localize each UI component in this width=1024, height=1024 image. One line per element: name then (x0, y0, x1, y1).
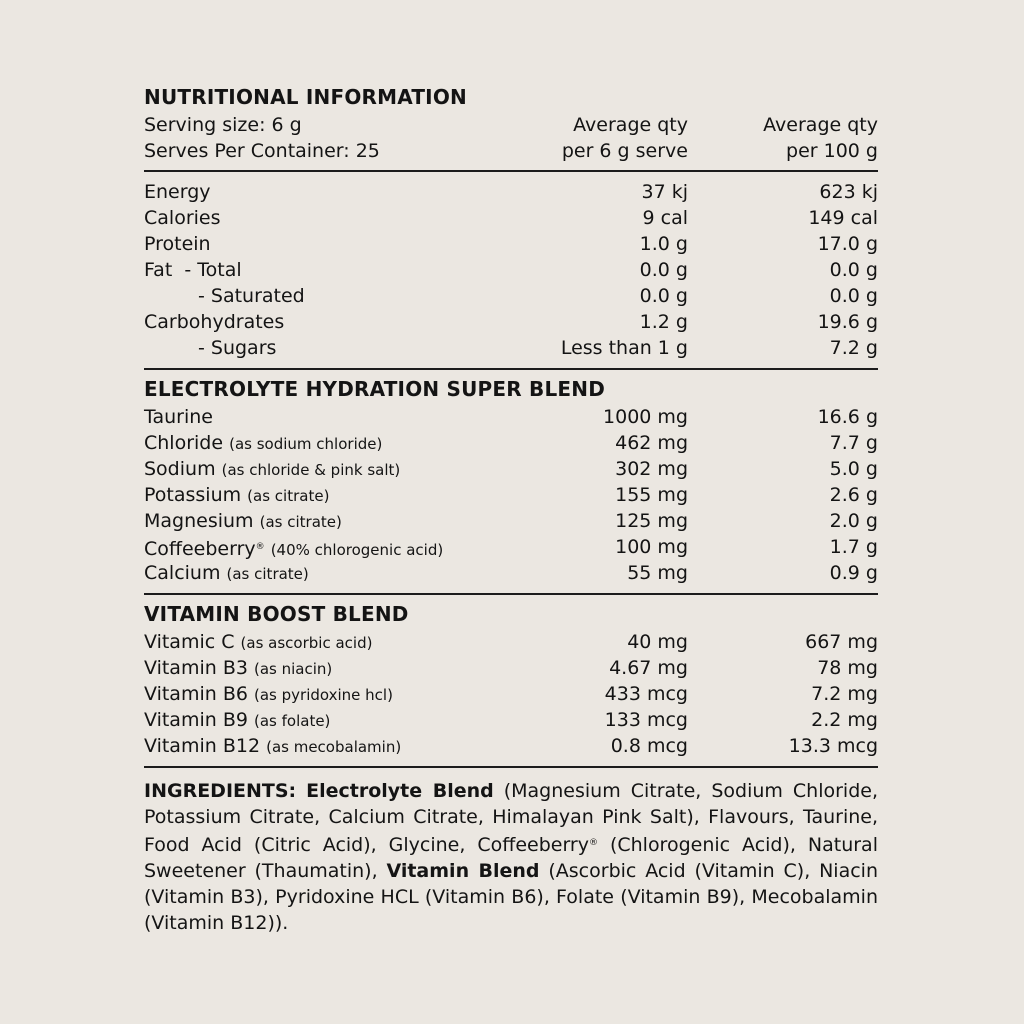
divider (144, 593, 878, 595)
nutrient-name: Calories (144, 207, 221, 229)
electrolyte-blend-text-2: (Chlorogenic Acid), Natural Sweetener (Thaumatin), (144, 834, 878, 882)
nutrition-row (144, 335, 878, 361)
header-row-2 (144, 138, 878, 164)
nutrient-per-100g: 7.2 g (829, 337, 878, 359)
nutrient-per-100g: 19.6 g (817, 311, 878, 333)
ingredient-note: (as citrate) (226, 565, 309, 583)
registered-mark: ® (255, 542, 265, 552)
electrolyte-row (144, 534, 878, 560)
vitamin-name: Vitamin B3 (144, 657, 248, 679)
col3-header-line2: per 100 g (786, 140, 878, 162)
vitamin-per-100g: 7.2 mg (811, 683, 878, 705)
ingredient-note: (as citrate) (247, 487, 330, 505)
ingredient-per-serve: 302 mg (615, 458, 688, 480)
ingredient-per-100g: 2.0 g (829, 510, 878, 532)
ingredients-paragraph (144, 778, 878, 936)
nutrition-row (144, 309, 878, 335)
nutrient-per-serve: 37 kj (641, 181, 688, 203)
vitamin-blend-text: (Ascorbic Acid (Vitamin C), Niacin (Vitamin B3), Pyridoxine HCL (Vitamin B6), Folate (Vitamin B9), Mecobalamin (Vitamin B12)). (144, 860, 878, 934)
vitamin-row (144, 733, 878, 759)
ingredient-name: Sodium (144, 458, 216, 480)
divider (144, 368, 878, 370)
nutrient-per-serve: 0.0 g (639, 285, 688, 307)
serving-size: Serving size: 6 g (144, 114, 302, 136)
vitamin-per-serve: 133 mcg (604, 709, 688, 731)
vitamin-per-100g: 2.2 mg (811, 709, 878, 731)
vitamin-name: Vitamin B6 (144, 683, 248, 705)
nutrient-per-serve: 1.2 g (639, 311, 688, 333)
vitamin-per-100g: 13.3 mcg (788, 735, 878, 757)
vitamin-note: (as folate) (254, 712, 331, 730)
vitamin-note: (as mecobalamin) (266, 738, 402, 756)
nutrient-name: - Sugars (198, 337, 277, 359)
ingredient-name: Calcium (144, 562, 221, 584)
nutrition-row (144, 205, 878, 231)
vitamin-per-100g: 78 mg (817, 657, 878, 679)
header-row-1 (144, 112, 878, 138)
vitamin-per-serve: 4.67 mg (609, 657, 688, 679)
vitamin-row (144, 629, 878, 655)
col2-header-line2: per 6 g serve (561, 140, 688, 162)
nutrient-per-100g: 149 cal (808, 207, 878, 229)
electrolyte-row (144, 560, 878, 586)
col3-header-line1: Average qty (763, 114, 878, 136)
nutrient-per-serve: 1.0 g (639, 233, 688, 255)
nutrient-per-100g: 0.0 g (829, 259, 878, 281)
ingredient-per-100g: 16.6 g (817, 406, 878, 428)
ingredient-note: (as citrate) (259, 513, 342, 531)
vitamin-per-serve: 40 mg (627, 631, 688, 653)
ingredient-name: Magnesium (144, 510, 254, 532)
ingredient-note: (as chloride & pink salt) (221, 461, 401, 479)
divider (144, 766, 878, 768)
ingredient-per-100g: 5.0 g (829, 458, 878, 480)
electrolyte-row (144, 430, 878, 456)
col2-header-line1: Average qty (573, 114, 688, 136)
vitamin-name: Vitamic C (144, 631, 235, 653)
nutrient-name: - Saturated (198, 285, 305, 307)
vitamin-name: Vitamin B12 (144, 735, 261, 757)
vitamin-row (144, 681, 878, 707)
ingredient-per-serve: 125 mg (615, 510, 688, 532)
vitamin-note: (as ascorbic acid) (240, 634, 373, 652)
nutrition-row (144, 179, 878, 205)
ingredient-per-serve: 1000 mg (603, 406, 688, 428)
ingredient-per-100g: 7.7 g (829, 432, 878, 454)
vitamin-note: (as pyridoxine hcl) (254, 686, 393, 704)
ingredient-per-serve: 100 mg (615, 536, 688, 558)
electrolyte-blend-label: Electrolyte Blend (306, 780, 494, 802)
ingredient-name: Taurine (144, 406, 213, 428)
vitamin-note: (as niacin) (254, 660, 333, 678)
ingredient-per-serve: 55 mg (627, 562, 688, 584)
nutrition-row (144, 257, 878, 283)
vitamin-row (144, 655, 878, 681)
ingredient-name: Coffeeberry (144, 538, 256, 560)
ingredient-name: Potassium (144, 484, 242, 506)
nutrient-per-100g: 623 kj (819, 181, 878, 203)
nutrition-row (144, 283, 878, 309)
vitamin-blend-label: Vitamin Blend (386, 860, 540, 882)
vitamin-section-title: VITAMIN BOOST BLEND (144, 602, 409, 626)
vitamin-per-serve: 433 mcg (604, 683, 688, 705)
vitamin-per-100g: 667 mg (805, 631, 878, 653)
vitamin-name: Vitamin B9 (144, 709, 248, 731)
ingredient-per-100g: 0.9 g (829, 562, 878, 584)
nutrient-per-serve: Less than 1 g (560, 337, 688, 359)
ingredient-per-serve: 155 mg (615, 484, 688, 506)
nutrition-row (144, 231, 878, 257)
nutrient-per-100g: 0.0 g (829, 285, 878, 307)
panel-title: NUTRITIONAL INFORMATION (144, 85, 467, 109)
nutrient-name: Energy (144, 181, 211, 203)
nutrient-per-100g: 17.0 g (817, 233, 878, 255)
nutrient-per-serve: 0.0 g (639, 259, 688, 281)
nutrient-per-serve: 9 cal (642, 207, 688, 229)
ingredient-note: (40% chlorogenic acid) (270, 541, 444, 559)
nutrient-name: Carbohydrates (144, 311, 285, 333)
serves-per-container: Serves Per Container: 25 (144, 140, 380, 162)
electrolyte-row (144, 508, 878, 534)
electrolyte-row (144, 456, 878, 482)
ingredient-per-serve: 462 mg (615, 432, 688, 454)
nutrient-name: Protein (144, 233, 211, 255)
ingredient-per-100g: 1.7 g (829, 536, 878, 558)
ingredient-per-100g: 2.6 g (829, 484, 878, 506)
ingredient-name: Chloride (144, 432, 224, 454)
vitamin-row (144, 707, 878, 733)
electrolyte-row (144, 404, 878, 430)
electrolyte-blend-text: (Magnesium Citrate, Sodium Chloride, Potassium Citrate, Calcium Citrate, Himalayan Pink Salt), Flavours, Taurine, Food Acid (Citric Acid), Glycine, Coffeeberry (144, 780, 878, 856)
nutrient-name: Fat - Total (144, 259, 242, 281)
ingredient-note: (as sodium chloride) (229, 435, 383, 453)
vitamin-per-serve: 0.8 mcg (610, 735, 688, 757)
ingredients-label: INGREDIENTS: (144, 780, 297, 802)
electrolyte-row (144, 482, 878, 508)
nutrition-panel (144, 82, 878, 936)
electrolyte-section-title: ELECTROLYTE HYDRATION SUPER BLEND (144, 377, 606, 401)
registered-mark: ® (588, 838, 598, 848)
